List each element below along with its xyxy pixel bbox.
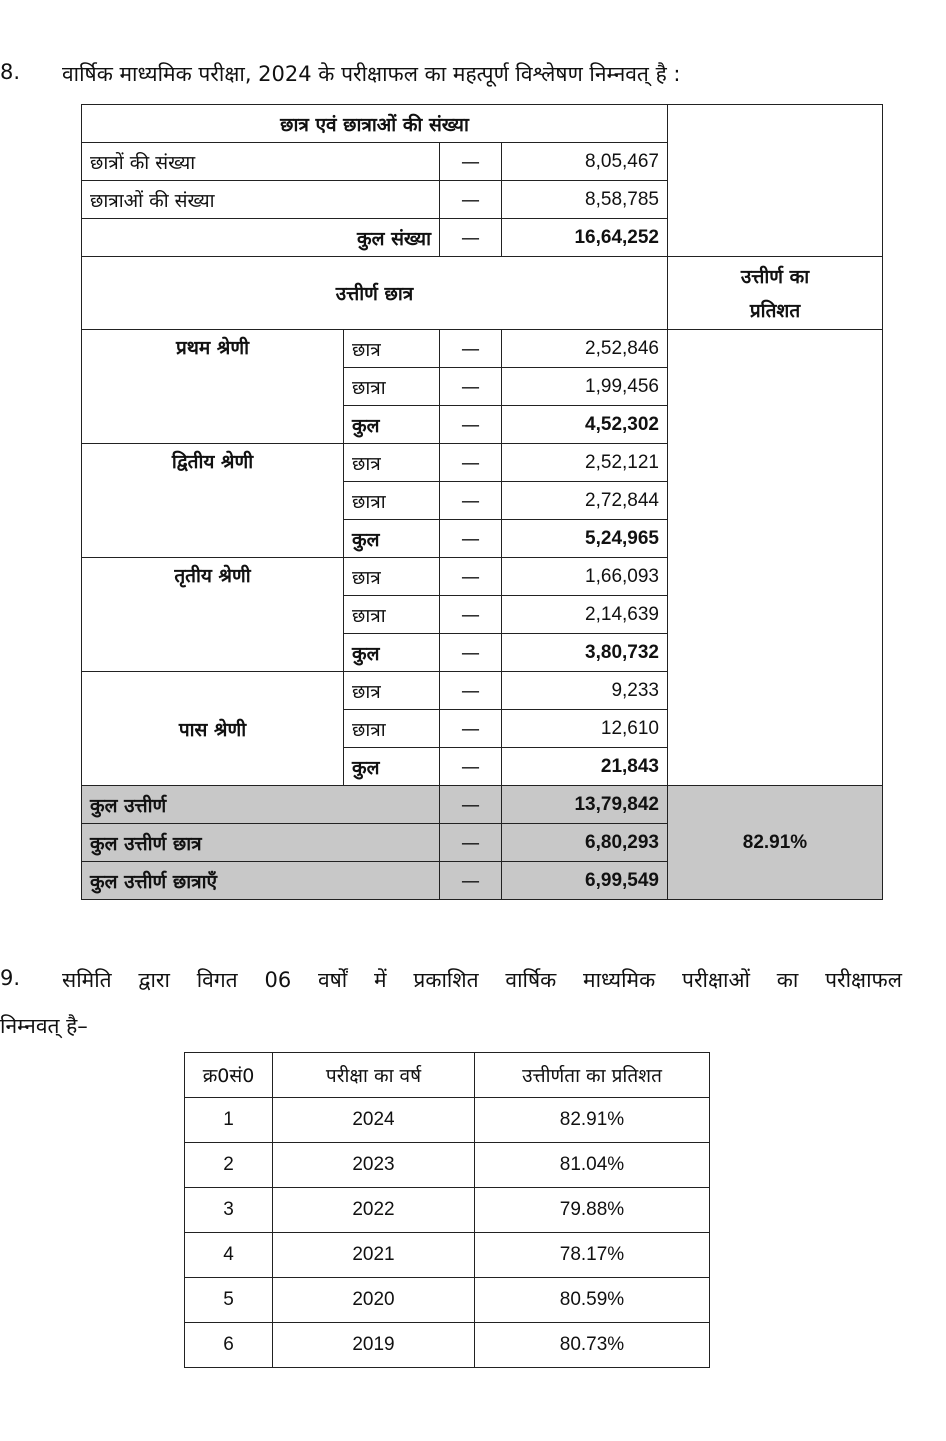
division-row-value: 21,843 [502, 748, 668, 786]
table-row [82, 786, 883, 824]
table-row [185, 1098, 710, 1143]
division-row-label: कुल [344, 520, 440, 558]
division-row-label: छात्रा [344, 482, 440, 520]
dash: — [440, 520, 502, 558]
result-analysis-table [81, 104, 883, 900]
percent-header-line1: उत्तीर्ण का [740, 266, 810, 288]
division-name: प्रथम श्रेणी [82, 330, 344, 444]
division-name: तृतीय श्रेणी [82, 558, 344, 672]
division-row-label: कुल [344, 748, 440, 786]
total-passed-girls-value: 6,99,549 [502, 862, 668, 900]
year-cell: 2022 [273, 1188, 475, 1233]
dash: — [440, 143, 502, 181]
percent-header [668, 257, 883, 330]
dash: — [440, 786, 502, 824]
division-row-label: कुल [344, 634, 440, 672]
division-row-label: छात्रा [344, 368, 440, 406]
girls-count-value: 8,58,785 [502, 181, 668, 219]
section-9-line1: समिति द्वारा विगत 06 वर्षों में प्रकाशित वार्षिक माध्यमिक परीक्षाओं का परीक्षाफल [62, 968, 902, 992]
dash: — [440, 634, 502, 672]
yearly-results-table [184, 1052, 710, 1368]
boys-count-value: 8,05,467 [502, 143, 668, 181]
dash: — [440, 710, 502, 748]
year-cell: 2020 [273, 1278, 475, 1323]
pass-percentage: 82.91% [668, 786, 883, 900]
passed-header: उत्तीर्ण छात्र [82, 257, 668, 330]
percentage-cell: 82.91% [475, 1098, 710, 1143]
serial-cell: 2 [185, 1143, 273, 1188]
year-cell: 2021 [273, 1233, 475, 1278]
division-row-value: 2,52,846 [502, 330, 668, 368]
division-row-label: छात्र [344, 444, 440, 482]
percentage-cell: 81.04% [475, 1143, 710, 1188]
division-row-value: 1,66,093 [502, 558, 668, 596]
section-8-number: 8. [0, 60, 21, 84]
column-header: क्र0सं0 [185, 1053, 273, 1098]
total-passed-boys-label: कुल उत्तीर्ण छात्र [82, 824, 440, 862]
division-name: पास श्रेणी [82, 672, 344, 786]
total-passed-value: 13,79,842 [502, 786, 668, 824]
table-row [185, 1323, 710, 1368]
empty-cell [668, 105, 883, 257]
division-row-label: छात्र [344, 558, 440, 596]
serial-cell: 3 [185, 1188, 273, 1233]
dash: — [440, 748, 502, 786]
section-9-number: 9. [0, 966, 21, 990]
dash: — [440, 596, 502, 634]
serial-cell: 4 [185, 1233, 273, 1278]
percentage-cell: 79.88% [475, 1188, 710, 1233]
division-row-label: छात्रा [344, 596, 440, 634]
division-row-value: 2,52,121 [502, 444, 668, 482]
division-row-value: 12,610 [502, 710, 668, 748]
total-passed-boys-value: 6,80,293 [502, 824, 668, 862]
table-row [82, 257, 883, 330]
division-name: द्वितीय श्रेणी [82, 444, 344, 558]
section-8-heading: वार्षिक माध्यमिक परीक्षा, 2024 के परीक्षाफल का महत्पूर्ण विश्लेषण निम्नवत् है : [62, 62, 681, 86]
total-count-value: 16,64,252 [502, 219, 668, 257]
dash: — [440, 824, 502, 862]
dash: — [440, 672, 502, 710]
dash: — [440, 862, 502, 900]
dash: — [440, 219, 502, 257]
section-9-line2: निम्नवत् है– [0, 1014, 88, 1038]
division-row-value: 2,14,639 [502, 596, 668, 634]
empty-cell [668, 330, 883, 786]
dash: — [440, 444, 502, 482]
division-row-value: 5,24,965 [502, 520, 668, 558]
division-row-value: 9,233 [502, 672, 668, 710]
dash: — [440, 181, 502, 219]
total-passed-girls-label: कुल उत्तीर्ण छात्राएँ [82, 862, 440, 900]
division-row-label: छात्र [344, 330, 440, 368]
table-row [185, 1278, 710, 1323]
division-row-value: 2,72,844 [502, 482, 668, 520]
table-row [185, 1143, 710, 1188]
division-row-value: 1,99,456 [502, 368, 668, 406]
boys-count-label: छात्रों की संख्या [82, 143, 440, 181]
division-row-value: 4,52,302 [502, 406, 668, 444]
total-passed-label: कुल उत्तीर्ण [82, 786, 440, 824]
table-row [82, 105, 883, 143]
column-header: उत्तीर्णता का प्रतिशत [475, 1053, 710, 1098]
girls-count-label: छात्राओं की संख्या [82, 181, 440, 219]
total-count-label: कुल संख्या [82, 219, 440, 257]
count-header: छात्र एवं छात्राओं की संख्या [82, 105, 668, 143]
year-cell: 2019 [273, 1323, 475, 1368]
year-cell: 2024 [273, 1098, 475, 1143]
division-row-value: 3,80,732 [502, 634, 668, 672]
division-row-label: छात्रा [344, 710, 440, 748]
percentage-cell: 78.17% [475, 1233, 710, 1278]
serial-cell: 1 [185, 1098, 273, 1143]
percentage-cell: 80.73% [475, 1323, 710, 1368]
division-row-label: छात्र [344, 672, 440, 710]
table-row [185, 1233, 710, 1278]
dash: — [440, 330, 502, 368]
year-cell: 2023 [273, 1143, 475, 1188]
serial-cell: 6 [185, 1323, 273, 1368]
dash: — [440, 482, 502, 520]
dash: — [440, 558, 502, 596]
column-header: परीक्षा का वर्ष [273, 1053, 475, 1098]
table-row [185, 1188, 710, 1233]
percent-header-line2: प्रतिशत [749, 300, 801, 322]
table-header-row [185, 1053, 710, 1098]
table-row [82, 330, 883, 368]
dash: — [440, 406, 502, 444]
division-row-label: कुल [344, 406, 440, 444]
dash: — [440, 368, 502, 406]
serial-cell: 5 [185, 1278, 273, 1323]
percentage-cell: 80.59% [475, 1278, 710, 1323]
